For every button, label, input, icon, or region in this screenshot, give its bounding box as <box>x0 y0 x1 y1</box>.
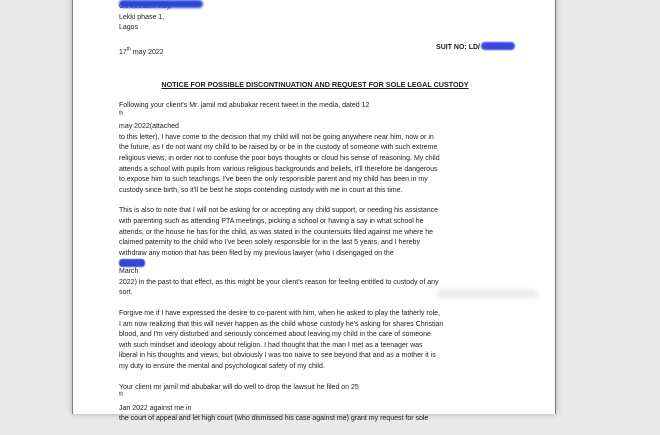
paragraph-line: to expose him to such teachings, I've been the only responsible parent and my child has been in my <box>119 176 428 184</box>
letter-title: NOTICE FOR POSSIBLE DISCONTINUATION AND REQUEST FOR SOLE LEGAL CUSTODY <box>161 80 469 90</box>
paragraph-line: attends, or the house he has for the child, as was stated in the countersuits filed against me where he <box>119 228 434 236</box>
redaction-mark <box>119 259 145 267</box>
paragraph-line: I am now realizing that this will never happen as the child whose custody he's asking for shares Christian <box>119 320 444 328</box>
paragraph-line: 2022) in the past to that effect, as this might be your client's reason for feeling entitled to custody of any <box>119 278 439 286</box>
letter-page <box>72 0 556 423</box>
paragraph-line: claimed paternity to the child who I've been solely responsible for in the last 5 years, and I hereby <box>119 239 420 247</box>
paragraph-line: liberal in his thoughts and views, but obviously I was too naive to see beyond that and as a mother it is <box>119 352 436 360</box>
paragraph-line: the court of appeal and let high court (who dismissed his case against me) grant my request for sole <box>119 415 429 423</box>
paragraph-line: withdraw any motion that has been filed by my previous lawyer (who I disengaged on the March <box>119 249 394 276</box>
paragraph-line: with such mindset and ideology about religion. I had thought that the man I met as a teenager was <box>119 341 423 349</box>
paragraph-line: Forgive me if I have expressed the desire to co-parent with him, when he asked to play the fatherly role, <box>119 310 440 318</box>
paragraph-line: with parenting such as attending PTA meetings, picking a school or having a say in what school he <box>119 217 424 225</box>
paragraph-1 <box>119 101 511 196</box>
suit-number: SUIT NO: LD/ <box>436 42 515 54</box>
paragraph-line: custody since birth, so it'll be best he stops contending custody with me in court at this time. <box>119 186 403 194</box>
letter-date: 17th may 2022 <box>119 46 164 56</box>
scan-smudge <box>437 290 537 298</box>
paragraph-line: my duty to ensure the mental and psychological safety of my child. <box>119 363 325 371</box>
sender-address <box>119 2 511 34</box>
redaction-mark <box>119 0 203 8</box>
paragraph-4 <box>119 383 511 425</box>
paragraph-line: to this letter), I have come to the decision that my child will not be going anywhere near him, now or in <box>119 133 434 141</box>
paragraph-line: attends a school with pupils from various religious backgrounds and beliefs, it'll therefore be dangerous <box>119 165 438 173</box>
redaction-mark <box>481 42 515 50</box>
paragraph-line: Your client mr jamil md abubakar will do well to drop the lawsuit he filed on 25 $^{th}$ Jan 2022 against me in <box>119 383 359 412</box>
paragraph-line: the future, as I do not want my child to be raised by or be in the custody of someone with such extreme <box>119 144 438 152</box>
paragraph-line: Following your client's Mr. jamil md abubakar recent tweet in the media, dated 12 $^{th}$ may 2022(attached <box>119 101 370 131</box>
paragraph-2 <box>119 206 511 299</box>
paragraph-line: blood, and I'm very disturbed and seriously concerned about leaving my child in the care of someone <box>119 331 431 339</box>
paragraph-line: This is also to note that I will not be asking for or accepting any child support, or needing his assistance <box>119 207 439 215</box>
paragraph-line: sort. <box>119 289 133 297</box>
paragraph-line: religious views, in order not to confuse the poor boys thoughts or cloud his sense of reasoning. My child <box>119 154 440 162</box>
address-line: Lagos <box>119 24 139 32</box>
paragraph-3 <box>119 309 511 373</box>
address-line: Lekki phase 1, <box>119 13 165 21</box>
letter-content <box>119 2 511 435</box>
